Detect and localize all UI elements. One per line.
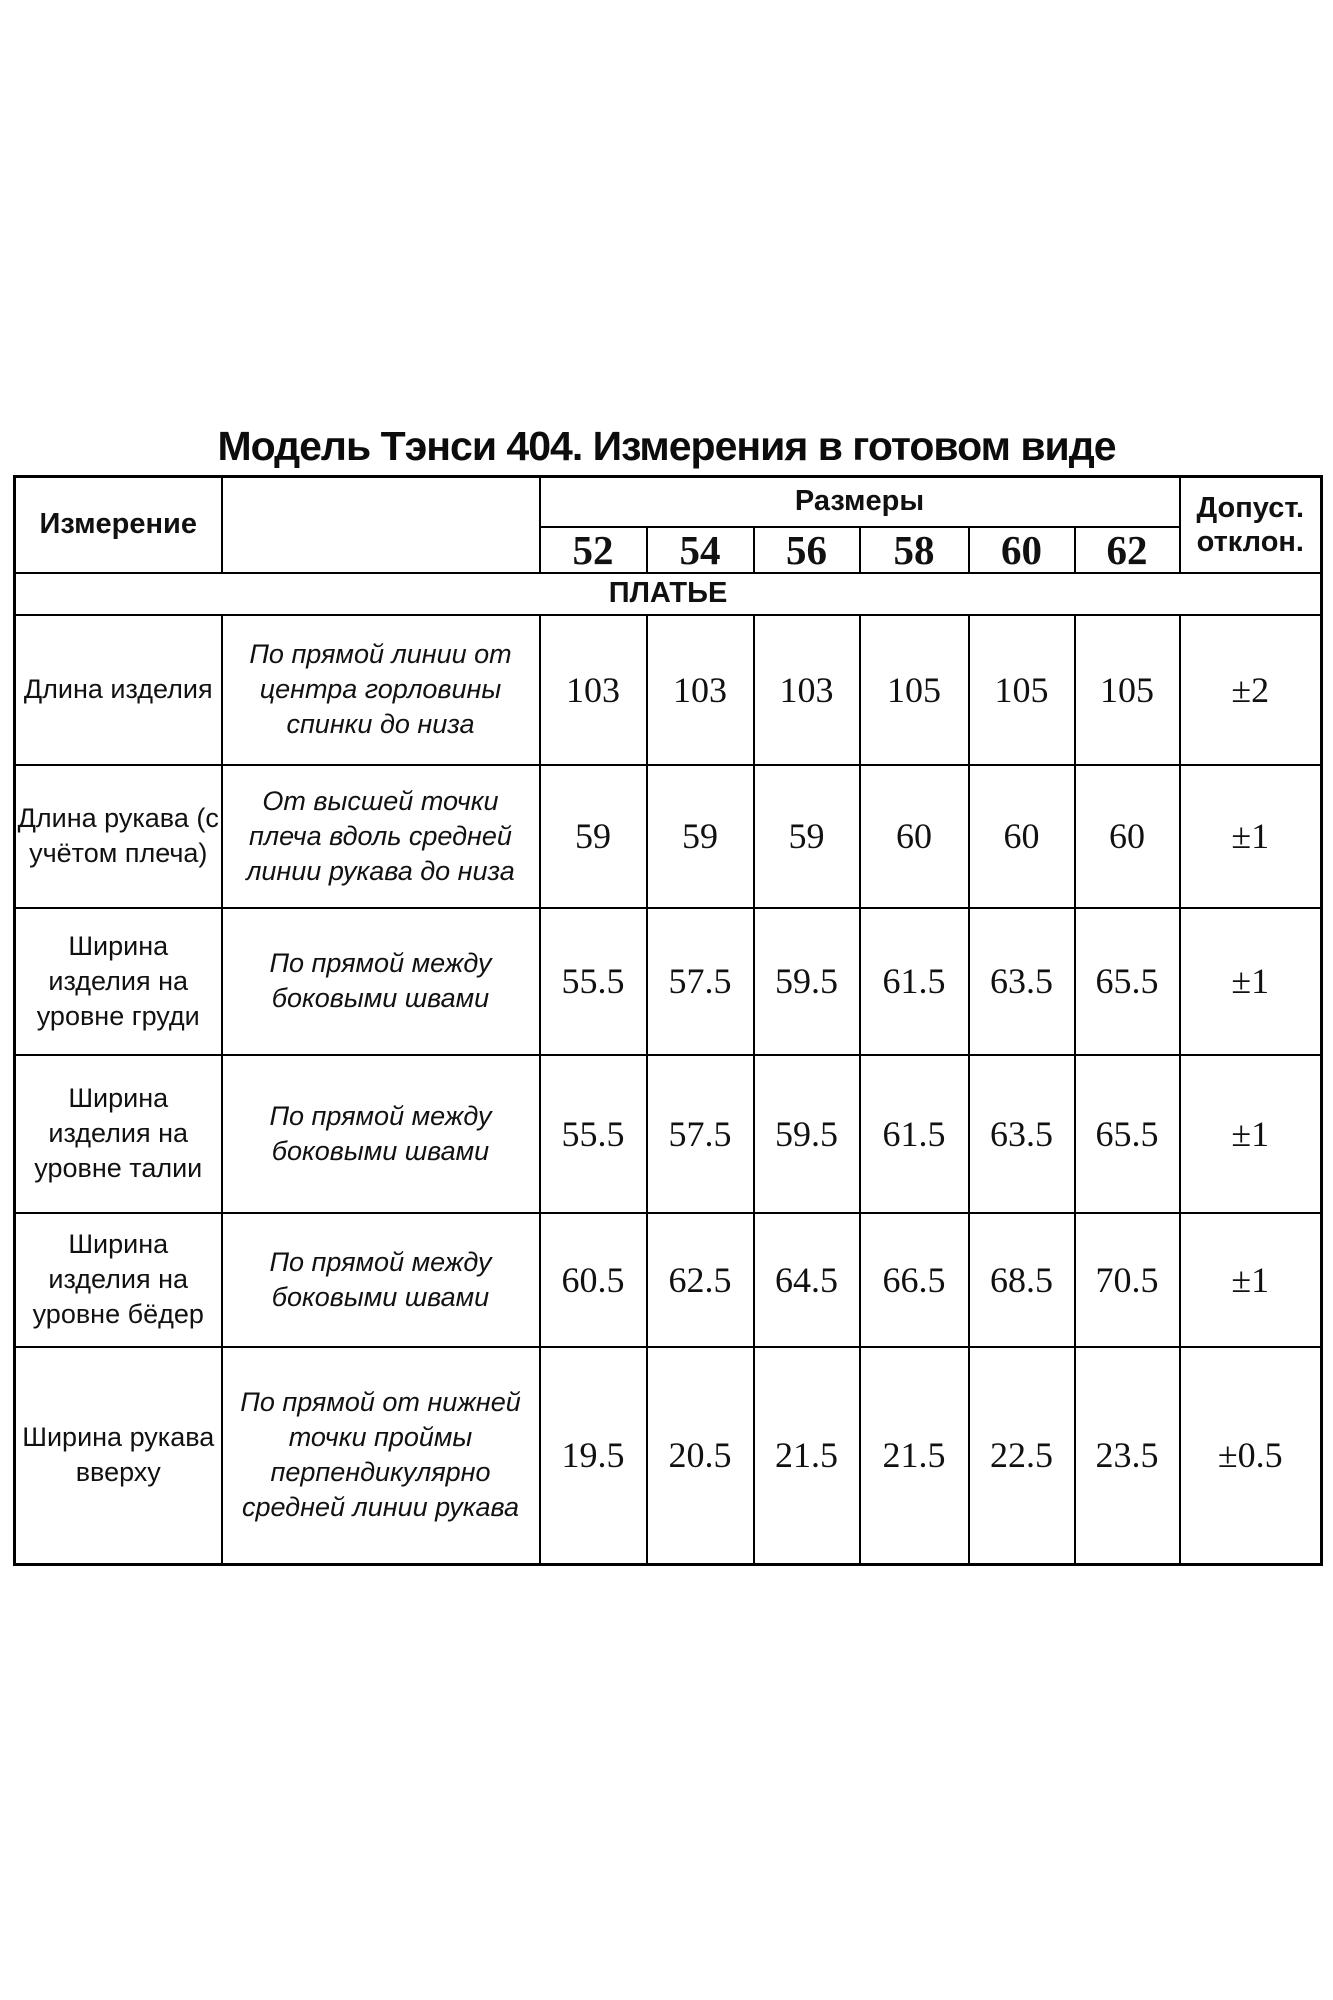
measurement-name-cell: Длина изделия xyxy=(15,615,222,765)
size-value-cell: 59 xyxy=(647,765,754,908)
size-value-cell: 66.5 xyxy=(860,1213,969,1347)
size-value-cell: 63.5 xyxy=(969,1055,1075,1213)
tolerance-value-cell: ±1 xyxy=(1180,1055,1322,1213)
size-value-cell: 105 xyxy=(969,615,1075,765)
measurements-table xyxy=(13,475,1323,1566)
table-body xyxy=(15,615,1322,1565)
size-value-cell: 59.5 xyxy=(754,908,860,1055)
header-row xyxy=(15,477,1322,527)
size-value-cell: 22.5 xyxy=(969,1347,1075,1565)
size-value-cell: 60.5 xyxy=(540,1213,647,1347)
table-row xyxy=(15,615,1322,765)
size-header-cell: 60 xyxy=(969,527,1075,573)
size-value-cell: 57.5 xyxy=(647,908,754,1055)
size-value-cell: 70.5 xyxy=(1075,1213,1180,1347)
sizes-header-cell: Размеры xyxy=(540,477,1180,527)
size-value-cell: 65.5 xyxy=(1075,1055,1180,1213)
size-value-cell: 64.5 xyxy=(754,1213,860,1347)
size-value-cell: 20.5 xyxy=(647,1347,754,1565)
measurement-name-cell: Ширина рукава вверху xyxy=(15,1347,222,1565)
table-row xyxy=(15,1055,1322,1213)
table-row xyxy=(15,908,1322,1055)
measurement-method-cell: По прямой между боковыми швами xyxy=(222,1213,540,1347)
size-value-cell: 63.5 xyxy=(969,908,1075,1055)
measurement-name-cell: Ширина изделия на уровне груди xyxy=(15,908,222,1055)
measurement-method-cell: По прямой между боковыми швами xyxy=(222,1055,540,1213)
tolerance-header-cell: Допуст. отклон. xyxy=(1180,477,1322,573)
size-value-cell: 59 xyxy=(540,765,647,908)
size-header-cell: 52 xyxy=(540,527,647,573)
measurement-name-cell: Ширина изделия на уровне талии xyxy=(15,1055,222,1213)
measurement-method-cell: По прямой от нижней точки проймы перпендикулярно средней линии рукава xyxy=(222,1347,540,1565)
size-value-cell: 21.5 xyxy=(754,1347,860,1565)
size-header-cell: 54 xyxy=(647,527,754,573)
table-row xyxy=(15,765,1322,908)
measurement-name-cell: Ширина изделия на уровне бёдер xyxy=(15,1213,222,1347)
measurement-name-cell: Длина рукава (с учётом плеча) xyxy=(15,765,222,908)
size-value-cell: 19.5 xyxy=(540,1347,647,1565)
description-header-cell xyxy=(222,477,540,573)
size-value-cell: 62.5 xyxy=(647,1213,754,1347)
size-header-cell: 56 xyxy=(754,527,860,573)
size-header-cell: 62 xyxy=(1075,527,1180,573)
measurement-header-cell: Измерение xyxy=(15,477,222,573)
size-value-cell: 61.5 xyxy=(860,908,969,1055)
measurement-method-cell: По прямой между боковыми швами xyxy=(222,908,540,1055)
size-value-cell: 103 xyxy=(754,615,860,765)
size-value-cell: 21.5 xyxy=(860,1347,969,1565)
tolerance-value-cell: ±1 xyxy=(1180,908,1322,1055)
size-value-cell: 59.5 xyxy=(754,1055,860,1213)
size-value-cell: 55.5 xyxy=(540,1055,647,1213)
size-value-cell: 103 xyxy=(647,615,754,765)
measurement-method-cell: По прямой линии от центра горловины спинки до низа xyxy=(222,615,540,765)
size-value-cell: 57.5 xyxy=(647,1055,754,1213)
size-header-cell: 58 xyxy=(860,527,969,573)
size-value-cell: 23.5 xyxy=(1075,1347,1180,1565)
tolerance-value-cell: ±0.5 xyxy=(1180,1347,1322,1565)
tolerance-value-cell: ±1 xyxy=(1180,1213,1322,1347)
section-row xyxy=(15,573,1322,615)
table-row xyxy=(15,1213,1322,1347)
tolerance-value-cell: ±1 xyxy=(1180,765,1322,908)
size-value-cell: 60 xyxy=(860,765,969,908)
size-value-cell: 59 xyxy=(754,765,860,908)
size-value-cell: 103 xyxy=(540,615,647,765)
size-value-cell: 65.5 xyxy=(1075,908,1180,1055)
size-value-cell: 60 xyxy=(1075,765,1180,908)
size-value-cell: 105 xyxy=(860,615,969,765)
measurement-method-cell: От высшей точки плеча вдоль средней линии рукава до низа xyxy=(222,765,540,908)
tolerance-value-cell: ±2 xyxy=(1180,615,1322,765)
size-value-cell: 60 xyxy=(969,765,1075,908)
table-row xyxy=(15,1347,1322,1565)
size-value-cell: 61.5 xyxy=(860,1055,969,1213)
page-title: Модель Тэнси 404. Измерения в готовом виде xyxy=(217,423,1116,469)
size-value-cell: 68.5 xyxy=(969,1213,1075,1347)
size-value-cell: 55.5 xyxy=(540,908,647,1055)
section-header-cell: ПЛАТЬЕ xyxy=(15,573,1322,615)
size-value-cell: 105 xyxy=(1075,615,1180,765)
